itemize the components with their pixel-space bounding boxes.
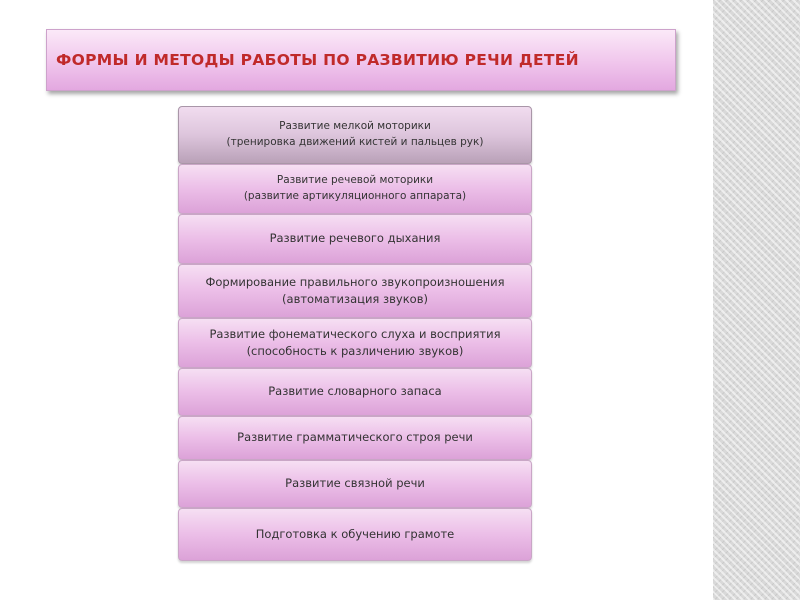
method-item-breathing [178,214,532,264]
methods-list [178,106,532,561]
method-item-title: Развитие речевого дыхания [269,231,441,246]
method-item-title: Формирование правильного звукопроизношения [205,274,505,289]
method-item-title: Развитие словарного запаса [268,384,442,399]
decorative-side-stripe [713,0,800,600]
method-item-speech-motor [178,164,532,214]
method-item-subtitle: (автоматизация звуков) [282,292,428,306]
method-item-title: Развитие грамматического строя речи [237,430,473,445]
method-item-title: Развитие речевой моторики [276,174,434,187]
method-item-literacy-prep [178,508,532,561]
slide-title: ФОРМЫ И МЕТОДЫ РАБОТЫ ПО РАЗВИТИЮ РЕЧИ ДЕТЕЙ [56,51,579,69]
method-item-vocabulary [178,368,532,416]
method-item-subtitle: (способность к различению звуков) [246,344,464,358]
title-banner [46,29,676,91]
method-item-connected-speech [178,460,532,508]
method-item-subtitle: (развитие артикуляционного аппарата) [243,190,467,202]
method-item-subtitle: (тренировка движений кистей и пальцев рук) [226,136,484,148]
method-item-fine-motor [178,106,532,164]
method-item-phonemic-hearing [178,318,532,368]
method-item-title: Развитие фонематического слуха и восприятия [209,326,501,341]
method-item-title: Подготовка к обучению грамоте [255,526,455,541]
method-item-grammar [178,416,532,460]
method-item-title: Развитие мелкой моторики [279,120,431,133]
method-item-title: Развитие связной речи [285,476,425,491]
method-item-sound-pronunciation [178,264,532,318]
